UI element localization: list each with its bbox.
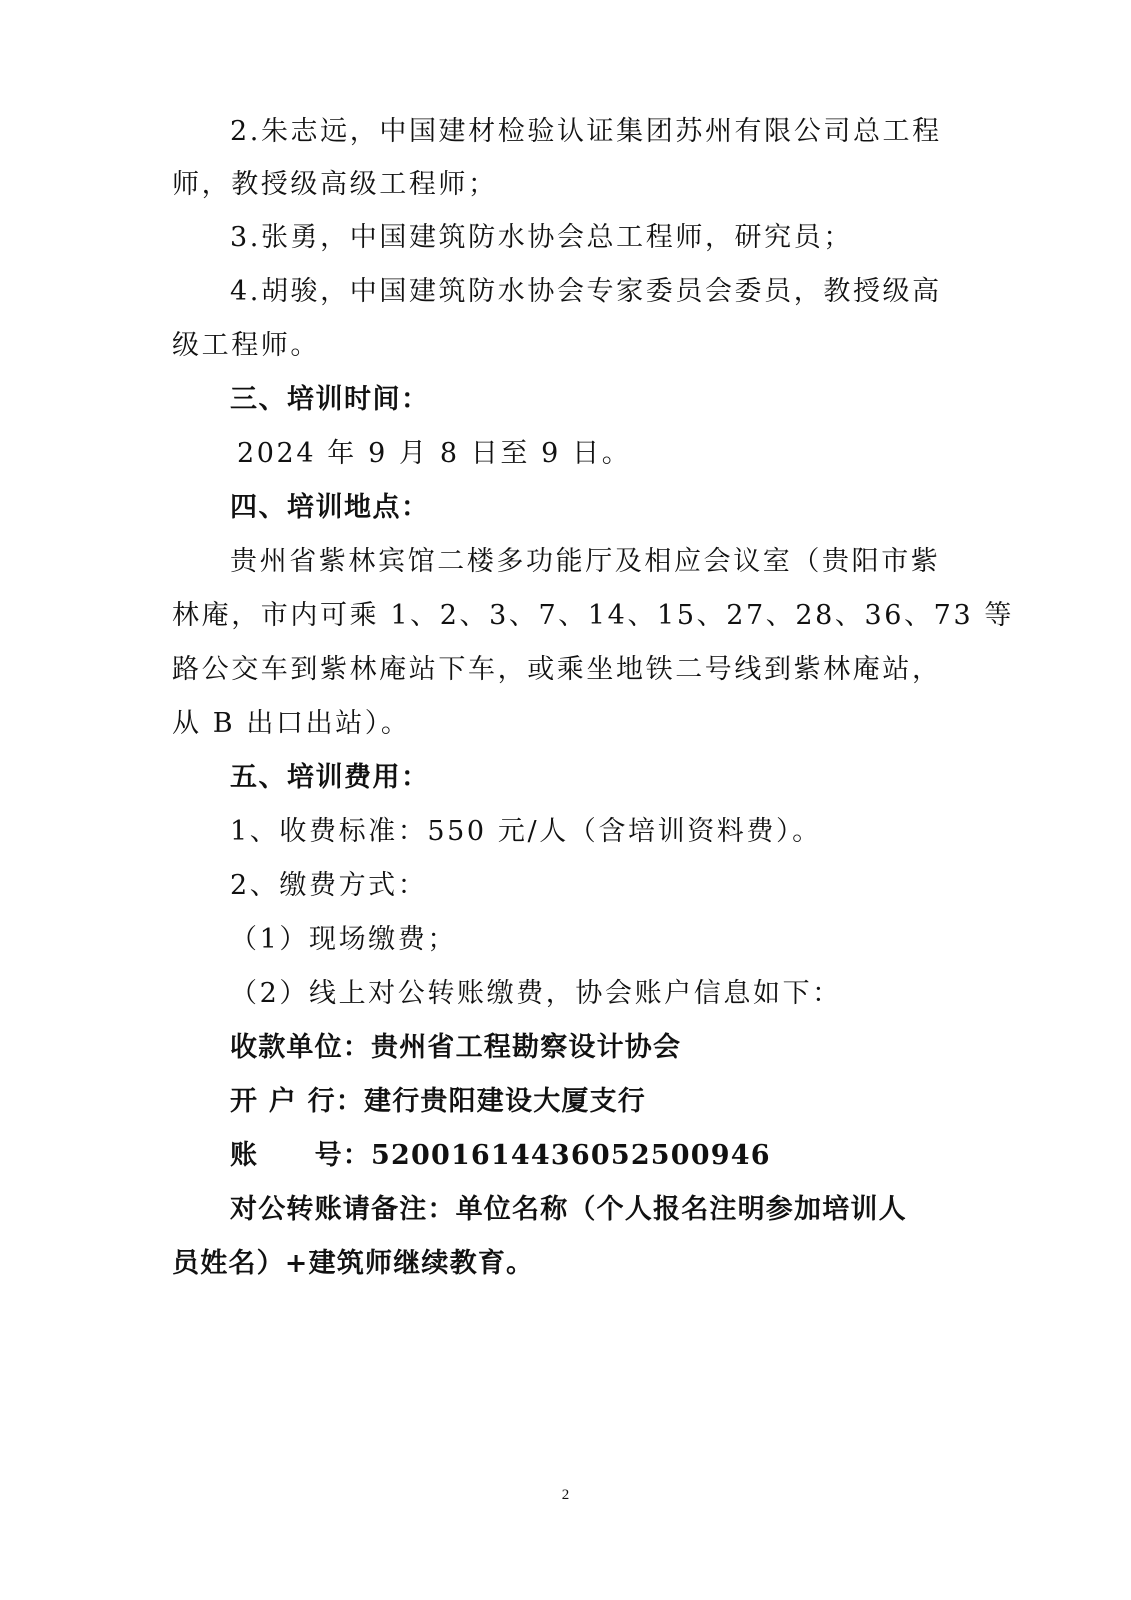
location-line-3: 路公交车到紫林庵站下车，或乘坐地铁二号线到紫林庵站， [172,654,942,685]
payment-method-line: 2、缴费方式： [230,870,428,901]
expert-4-line-1: 4.胡骏，中国建筑防水协会专家委员会委员，教授级高 [230,276,942,307]
section-heading-training-time: 三、培训时间： [230,384,430,415]
payment-online-line: （2）线上对公转账缴费，协会账户信息如下： [230,978,842,1009]
location-line-2: 林庵，市内可乘 1、2、3、7、14、15、27、28、36、73 等 [172,600,1015,631]
expert-4-line-2: 级工程师。 [172,330,320,361]
payee-line: 收款单位：贵州省工程勘察设计协会 [230,1032,682,1063]
page-number: 2 [561,1487,570,1503]
account-number-line: 账 号：52001614436052500946 [230,1140,771,1171]
fee-standard-line: 1、收费标准：550 元/人（含培训资料费）。 [230,816,822,847]
training-time-value: 2024 年 9 月 8 日至 9 日。 [237,438,632,469]
expert-2-line-2: 师，教授级高级工程师； [172,169,498,200]
payment-onsite-line: （1）现场缴费； [230,924,457,955]
location-line-1: 贵州省紫林宾馆二楼多功能厅及相应会议室（贵阳市紫 [230,546,941,577]
bank-line: 开 户 行：建行贵阳建设大厦支行 [230,1086,646,1117]
section-heading-training-fee: 五、培训费用： [230,762,430,793]
expert-2-line-1: 2.朱志远，中国建材检验认证集团苏州有限公司总工程 [230,116,942,147]
section-heading-training-location: 四、培训地点： [230,492,430,523]
transfer-note-line-1: 对公转账请备注：单位名称（个人报名注明参加培训人 [230,1194,907,1225]
expert-3-line: 3.张勇，中国建筑防水协会总工程师，研究员； [230,222,853,253]
location-line-4: 从 B 出口出站）。 [172,708,411,739]
transfer-note-line-2: 员姓名）+建筑师继续教育。 [172,1248,535,1279]
